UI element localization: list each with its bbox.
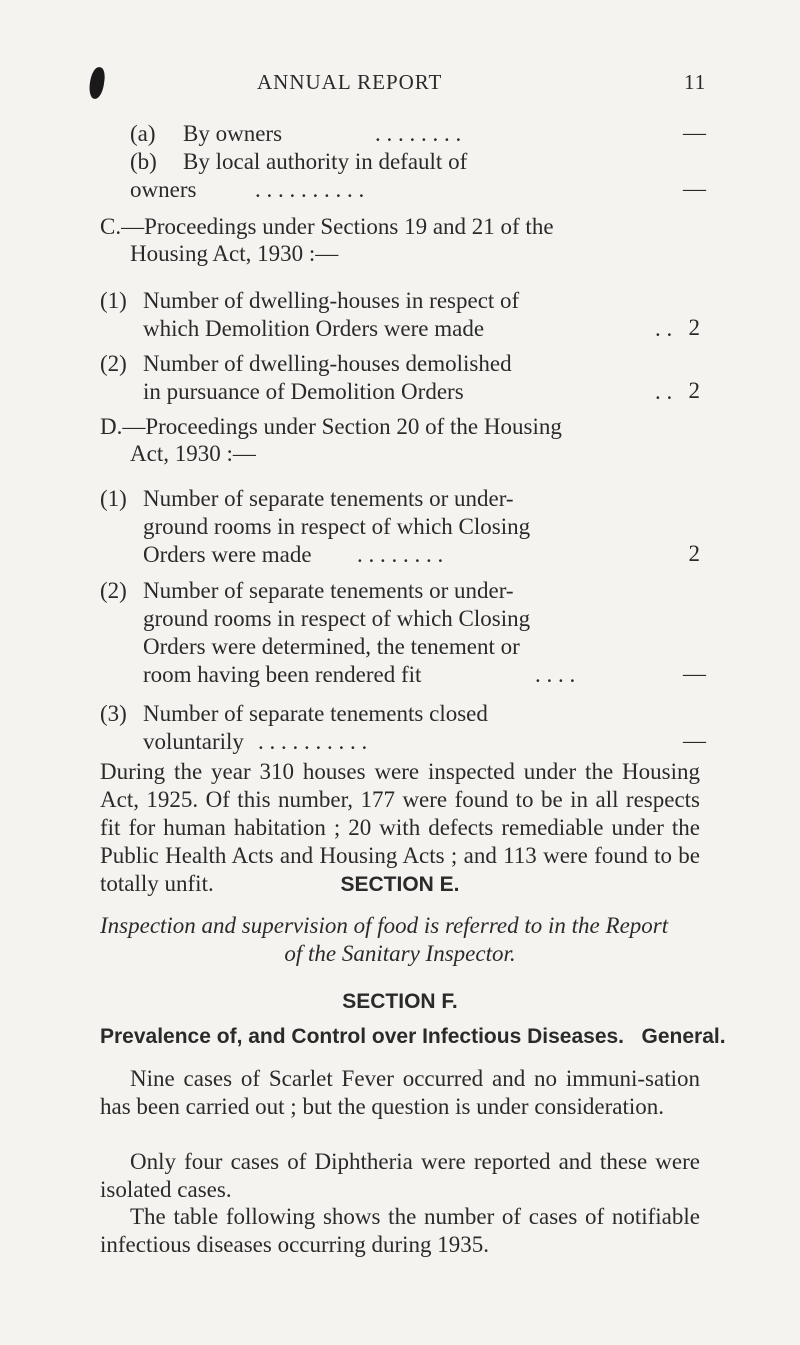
d-item2-marker: (2)	[100, 578, 127, 603]
item-a-leaders: . . . . . . . .	[375, 121, 462, 146]
item-a-value: —	[683, 120, 706, 145]
c-item1-line2: which Demolition Orders were made	[143, 316, 485, 341]
c-item1-line1: Number of dwelling-houses in respect of	[143, 288, 520, 313]
d-item3-value: —	[683, 728, 706, 753]
item-b-line1: By local authority in default of	[183, 149, 468, 174]
item-b-marker: (b)	[130, 149, 157, 174]
d-item2-line1: Number of separate tenements or under-	[143, 578, 514, 603]
d-item1-marker: (1)	[100, 486, 127, 511]
c-item2-leaders: . .	[655, 379, 673, 404]
d-item2-line3: Orders were determined, the tenement or	[143, 634, 520, 659]
d-item1-value: 2	[688, 541, 700, 566]
d-item1-line3: Orders were made	[143, 542, 312, 567]
d-item1-leaders: . . . . . . . .	[357, 542, 444, 567]
section-f-heading: SECTION F.	[342, 990, 458, 1013]
c-item1-marker: (1)	[100, 288, 127, 313]
item-b-value: —	[683, 176, 706, 201]
d-item1-line1: Number of separate tenements or under-	[143, 486, 514, 511]
running-head-title: ANNUAL REPORT	[257, 70, 443, 94]
item-b-line2: owners	[130, 177, 197, 202]
d-item2-value: —	[683, 661, 706, 686]
c-item2-value: 2	[688, 378, 700, 403]
section-f-subheading: Prevalence of, and Control over Infectious Diseases. General.	[100, 1025, 726, 1048]
section-f-para1: Nine cases of Scarlet Fever occurred and no immuni-sation has been carried out ; but the question is under consideration.	[100, 1066, 700, 1119]
section-c-line1: C.—Proceedings under Sections 19 and 21 of the	[100, 214, 554, 239]
item-a-marker: (a)	[130, 121, 156, 146]
d-item1-line2: ground rooms in respect of which Closing	[143, 514, 531, 539]
d-item3-line2: voluntarily	[143, 729, 244, 754]
c-item2-line1: Number of dwelling-houses demolished	[143, 351, 512, 376]
c-item1-value: 2	[688, 315, 700, 340]
inspection-paragraph: During the year 310 houses were inspected under the Housing Act, 1925. Of this number, 177 were found to be in all respects fit for human habitation ; 20 with defects remediable under the Public Health Acts and Housing Acts ; and 113 were found to be totally unfit.	[100, 759, 700, 896]
d-item3-marker: (3)	[100, 701, 127, 726]
d-item3-leaders: . . . . . . . . . .	[258, 729, 368, 754]
section-d-line1: D.—Proceedings under Section 20 of the Housing	[100, 414, 562, 439]
section-e-line1: Inspection and supervision of food is referred to in the Report	[100, 913, 669, 938]
c-item2-line2: in pursuance of Demolition Orders	[143, 379, 464, 404]
item-a-text: By owners	[183, 121, 283, 146]
section-e-line2: of the Sanitary Inspector.	[284, 941, 516, 966]
section-f-para3: The table following shows the number of cases of notifiable infectious diseases occurring during 1935.	[100, 1204, 700, 1257]
c-item1-leaders: . .	[655, 316, 673, 341]
section-c-line2: Housing Act, 1930 :—	[130, 241, 339, 266]
d-item2-line4: room having been rendered fit	[143, 662, 422, 687]
item-b-leaders: . . . . . . . . . .	[255, 177, 365, 202]
section-e-heading: SECTION E.	[340, 873, 460, 896]
page-number: 11	[684, 70, 707, 94]
ink-blot	[88, 66, 106, 100]
d-item3-line1: Number of separate tenements closed	[143, 701, 488, 726]
c-item2-marker: (2)	[100, 351, 127, 376]
section-d-line2: Act, 1930 :—	[130, 441, 256, 466]
d-item2-leaders: . . . .	[535, 662, 576, 687]
section-f-para2: Only four cases of Diphtheria were reported and these were isolated cases.	[100, 1149, 700, 1202]
d-item2-line2: ground rooms in respect of which Closing	[143, 606, 531, 631]
